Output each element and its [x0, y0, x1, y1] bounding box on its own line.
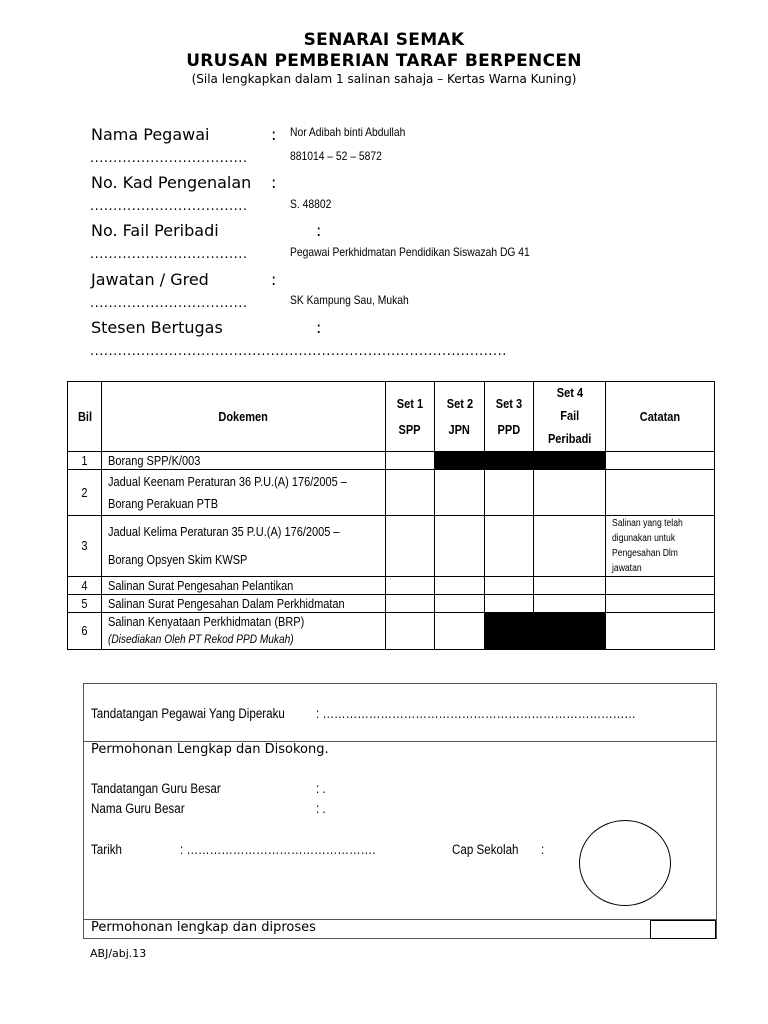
kad-value: 881014 – 52 – 5872: [290, 149, 382, 163]
cell-set2: [435, 595, 485, 613]
cell-set3-blocked: [485, 452, 534, 470]
header-bil: Bil: [68, 382, 102, 452]
row-document: Jadual Kelima Peraturan 35 P.U.(A) 176/2005 – Borang Opsyen Skim KWSP: [102, 516, 386, 577]
cell-set4: [534, 577, 606, 595]
cell-catatan: [606, 613, 715, 650]
nama-colon: :: [271, 125, 277, 144]
header-set1: Set 1 SPP: [386, 382, 435, 452]
subtitle: (Sila lengkapkan dalam 1 salinan sahaja – Kertas Warna Kuning): [191, 72, 577, 86]
jawatan-dots: ..................................: [90, 296, 248, 311]
cell-set3: [485, 595, 534, 613]
header-set2: Set 2 JPN: [435, 382, 485, 452]
cell-set3: [485, 577, 534, 595]
cell-set1: [386, 577, 435, 595]
table-row: [68, 516, 715, 577]
fail-label: No. Fail Peribadi: [91, 221, 219, 240]
table-row: [68, 595, 715, 613]
row-bil: 3: [68, 516, 102, 577]
cell-set4: [534, 470, 606, 516]
nama-gb-value: : .: [316, 801, 326, 816]
nama-label: Nama Pegawai: [91, 125, 210, 144]
header-set3: Set 3 PPD: [485, 382, 534, 452]
cell-set1: [386, 613, 435, 650]
document-code: ABJ/abj.13: [90, 947, 147, 960]
jawatan-label: Jawatan / Gred: [91, 270, 209, 289]
nama-gb-label: Nama Guru Besar: [91, 801, 185, 816]
tandatangan-gb-label: Tandatangan Guru Besar: [91, 781, 221, 796]
row-document: Jadual Keenam Peraturan 36 P.U.(A) 176/2005 – Borang Perakuan PTB: [102, 470, 386, 516]
cell-catatan-note: Salinan yang telah digunakan untuk Pengesahan Dlm jawatan: [606, 516, 715, 577]
stesen-label: Stesen Bertugas: [91, 318, 223, 337]
cell-set2-blocked: [435, 452, 485, 470]
cell-set2: [435, 516, 485, 577]
cell-set2: [435, 613, 485, 650]
cell-set2: [435, 577, 485, 595]
table-row: [68, 470, 715, 516]
stesen-value: SK Kampung Sau, Mukah: [290, 293, 409, 307]
kad-dots: ..................................: [90, 199, 248, 214]
table-row: [68, 577, 715, 595]
row-document: Salinan Surat Pengesahan Pelantikan: [102, 577, 386, 595]
nama-value: Nor Adibah binti Abdullah: [290, 125, 406, 139]
cell-catatan: [606, 595, 715, 613]
row-bil: 5: [68, 595, 102, 613]
cell-set1: [386, 595, 435, 613]
stesen-dots: ..........................................................................................: [90, 344, 507, 359]
table-header-row: [68, 382, 715, 452]
cell-catatan: [606, 577, 715, 595]
cap-sekolah-colon: :: [541, 842, 545, 857]
cell-set3: [485, 470, 534, 516]
cell-set4-blocked: [534, 452, 606, 470]
permohonan-diproses: Permohonan lengkap dan diproses: [91, 920, 316, 935]
row-document: Salinan Kenyataan Perkhidmatan (BRP) (Disediakan Oleh PT Rekod PPD Mukah): [102, 613, 386, 650]
header-set4: Set 4 Fail Peribadi: [534, 382, 606, 452]
kad-label: No. Kad Pengenalan: [91, 173, 252, 192]
cell-set4-blocked: [534, 613, 606, 650]
cell-set3: [485, 516, 534, 577]
cell-set3-blocked: [485, 613, 534, 650]
fail-dots: ..................................: [90, 247, 248, 262]
processed-checkbox[interactable]: [650, 920, 716, 939]
cell-catatan: [606, 452, 715, 470]
nama-dots: ..................................: [90, 151, 248, 166]
jawatan-colon: :: [271, 270, 277, 289]
cell-set1: [386, 470, 435, 516]
cell-set4: [534, 516, 606, 577]
header-catatan: Catatan: [606, 382, 715, 452]
row-bil: 2: [68, 470, 102, 516]
cell-set1: [386, 452, 435, 470]
cell-set2: [435, 470, 485, 516]
tarikh-label: Tarikh: [91, 842, 122, 857]
row-document: Salinan Surat Pengesahan Dalam Perkhidmatan: [102, 595, 386, 613]
tandatangan-gb-value: : .: [316, 781, 326, 796]
row-document: Borang SPP/K/003: [102, 452, 386, 470]
cell-set4: [534, 595, 606, 613]
tarikh-value: : ………………………………………….: [180, 842, 376, 857]
permohonan-disokong: Permohonan Lengkap dan Disokong.: [91, 742, 329, 757]
row-bil: 1: [68, 452, 102, 470]
row-bil: 6: [68, 613, 102, 650]
table-row: [68, 613, 715, 650]
title-line-1: SENARAI SEMAK: [303, 30, 465, 50]
checklist-table: [67, 381, 715, 650]
tandatangan-pegawai-dots: : ………………………………………………………………………: [316, 706, 636, 721]
kad-colon: :: [271, 173, 277, 192]
fail-colon: :: [316, 221, 322, 240]
jawatan-value: Pegawai Perkhidmatan Pendidikan Siswazah DG 41: [290, 245, 530, 259]
signature-section: [83, 683, 717, 939]
title-line-2: URUSAN PEMBERIAN TARAF BERPENCEN: [186, 51, 582, 71]
school-stamp-circle: [579, 820, 671, 906]
tandatangan-pegawai-label: Tandatangan Pegawai Yang Diperaku: [91, 706, 285, 721]
stesen-colon: :: [316, 318, 322, 337]
fail-value: S. 48802: [290, 197, 332, 211]
header-dokumen: Dokemen: [102, 382, 386, 452]
cell-catatan: [606, 470, 715, 516]
cap-sekolah-label: Cap Sekolah: [452, 842, 519, 857]
cell-set1: [386, 516, 435, 577]
row-bil: 4: [68, 577, 102, 595]
table-row: [68, 452, 715, 470]
